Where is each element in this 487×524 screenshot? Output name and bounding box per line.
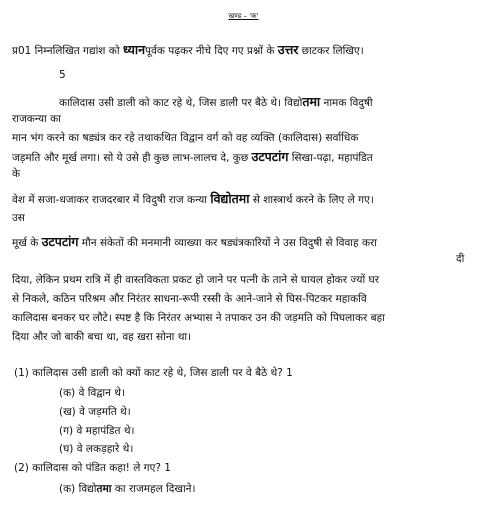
passage-text: से शास्त्रार्थ करने के लिए ले गए।: [249, 194, 374, 206]
passage-bold-text: तमा: [302, 94, 321, 109]
passage-bold-text: उटपटांग: [41, 234, 79, 249]
section-heading: [0, 9, 487, 23]
marks: 5: [59, 69, 66, 81]
option-text: (क) विद्यो: [59, 483, 97, 495]
question-instruction: [12, 43, 364, 58]
instruction-bold-word: ध्यान: [122, 42, 146, 57]
q2-option-a: [59, 482, 195, 496]
passage-line: उस: [12, 212, 25, 224]
question-2: (2) कालिदास को पंडित कहा! ले गए? 1: [14, 462, 171, 474]
q1-option-c: (ग) वे महापंडित थे।: [59, 425, 135, 437]
passage-line: [12, 235, 377, 250]
instruction-text: प्र01 निम्नलिखित गद्यांश को: [12, 45, 123, 57]
question-1: (1) कालिदास उसी डाली को क्यों काट रहे थे, जिस डाली पर वे बैठे थे? 1: [14, 367, 293, 379]
passage-text: मूर्ख के: [12, 237, 42, 249]
q1-option-a: (क) वे विद्वान थे।: [59, 387, 125, 399]
passage-line: राजकन्या का: [12, 113, 61, 125]
passage-line: से निकले, कठिन परिश्रम और निरंतर साधना-रूपी रस्सी के आने-जाने से घिस-पिटकर महाकवि: [12, 293, 367, 305]
passage-text: कालिदास उसी डाली को काट रहे थे, जिस डाली पर बैठे थे। विद्यो: [59, 97, 303, 109]
instruction-bold-word: उत्तर: [277, 42, 299, 57]
passage-line: [12, 150, 373, 165]
option-bold-text: तमा: [96, 483, 112, 495]
section-heading-text: खण्ड – 'क': [228, 12, 259, 20]
passage-line: दिया और जो बाकी बचा था, वह खरा सोना था।: [12, 331, 192, 343]
passage-line: के: [12, 168, 21, 180]
instruction-text: पूर्वक पढ़कर नीचे दिए गए प्रश्नों के: [145, 45, 278, 57]
passage-line: [59, 95, 373, 110]
passage-line: दी: [456, 253, 465, 265]
instruction-text: छाटकर लिखिए।: [298, 45, 364, 57]
passage-line: [12, 192, 374, 207]
q1-option-d: (घ) वे लकड़हारे थे।: [59, 443, 134, 455]
passage-text: सिखा-पढ़ा, महापंडित: [288, 152, 373, 164]
passage-bold-text: विद्योतमा: [210, 191, 250, 206]
passage-text: वेश में सजा-धजाकर राजदरबार में विदुषी राज कन्या: [12, 194, 211, 206]
passage-text: जड़मति और मूर्ख लगा। सो ये उसे ही कुछ लाभ-लालच दे, कुछ: [12, 152, 252, 164]
q1-option-b: (ख) वे जड़मति थे।: [59, 406, 131, 418]
passage-line: मान भंग करने का षड्यंत्र कर रहे तथाकथित विद्वान वर्ग को वह व्यक्ति (कालिदास) सर्वाधिक: [12, 132, 359, 144]
passage-bold-text: उटपटांग: [251, 149, 289, 164]
passage-line: दिया, लेकिन प्रथम रात्रि में ही वास्तविकता प्रकट हो जाने पर पत्नी के ताने से घायल होकर ज्यों घर: [12, 274, 380, 286]
passage-text: नामक विदुषी: [320, 97, 373, 109]
passage-text: मौन संकेतों की मनमानी व्याख्या कर षड्यंत्रकारियों ने उस विदुषी से विवाह करा: [78, 237, 378, 249]
option-text: का राजमहल दिखाने।: [111, 483, 196, 495]
passage-line: कालिदास बनकर घर लौटे। स्पष्ट है कि निरंतर अभ्यास ने तपाकर उन की जड़मति को पिघलाकर बहा: [12, 312, 385, 324]
